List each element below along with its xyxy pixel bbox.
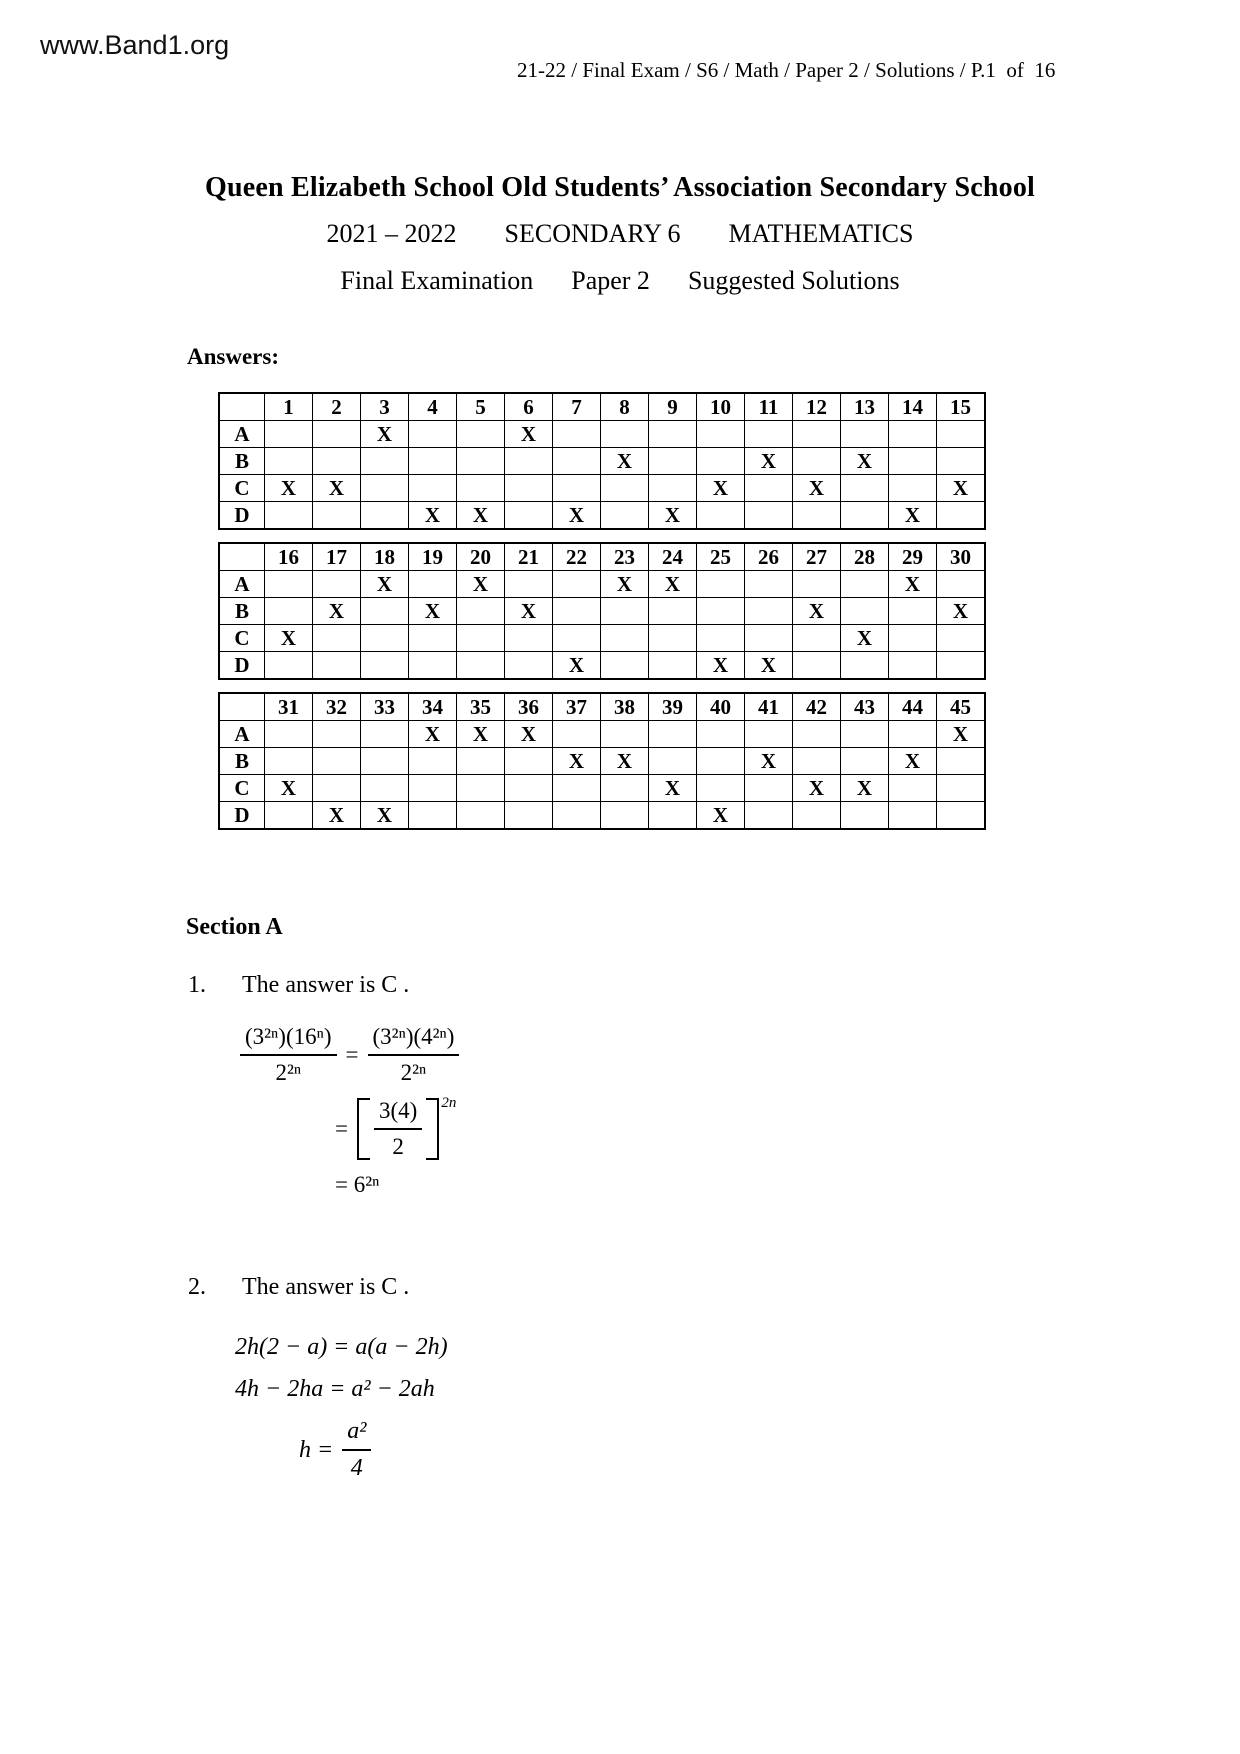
answer-cell-1-C: X [265,475,313,502]
answer-cell-40-C [697,775,745,802]
q1-rhs-numerator: (3²ⁿ)(4²ⁿ) [368,1024,460,1056]
answer-cell-37-C [553,775,601,802]
column-header-37: 37 [553,693,601,721]
answer-cell-16-D [265,652,313,680]
column-header-38: 38 [601,693,649,721]
column-header-29: 29 [889,543,937,571]
answer-cell-43-C: X [841,775,889,802]
answer-cell-8-C [601,475,649,502]
left-bracket [357,1098,370,1160]
question-1 [188,972,409,999]
row-label-3-B: B [219,748,265,775]
row-label-2-B: B [219,598,265,625]
answer-cell-41-B: X [745,748,793,775]
answer-cell-26-B [745,598,793,625]
answer-cell-19-D [409,652,457,680]
answer-cell-14-A [889,421,937,448]
breadcrumb: 21-22 / Final Exam / S6 / Math / Paper 2 / Solutions / P.1 of 16 [517,58,1056,82]
column-header-18: 18 [361,543,409,571]
answer-cell-45-A: X [937,721,986,748]
answer-cell-19-B: X [409,598,457,625]
answer-cell-42-B [793,748,841,775]
q1-rhs-denominator: 2²ⁿ [400,1060,427,1085]
answer-cell-29-D [889,652,937,680]
answer-cell-21-A [505,571,553,598]
column-header-16: 16 [265,543,313,571]
answer-cell-37-B: X [553,748,601,775]
column-header-32: 32 [313,693,361,721]
answer-cell-15-D [937,502,986,530]
answer-cell-29-A: X [889,571,937,598]
answer-cell-15-B [937,448,986,475]
q2-line3-lead: h = [299,1436,334,1463]
answer-cell-18-B [361,598,409,625]
answer-cell-18-A: X [361,571,409,598]
answer-cell-18-C [361,625,409,652]
answer-cell-31-C: X [265,775,313,802]
q1-equation-line-1 [240,1024,459,1086]
answer-cell-45-D [937,802,986,830]
answer-cell-3-D [361,502,409,530]
answer-cell-20-A: X [457,571,505,598]
answer-cell-13-D [841,502,889,530]
answer-cell-11-D [745,502,793,530]
right-bracket [426,1098,439,1160]
question-1-statement: The answer is C . [242,972,410,998]
answer-cell-2-A [313,421,361,448]
q1-bracket-numerator: 3(4) [374,1098,422,1130]
answer-cell-20-D [457,652,505,680]
row-label-3-D: D [219,802,265,830]
answer-cell-36-B [505,748,553,775]
column-header-20: 20 [457,543,505,571]
answer-cell-25-B [697,598,745,625]
answer-cell-17-D [313,652,361,680]
answer-cell-44-D [889,802,937,830]
answer-cell-21-C [505,625,553,652]
answer-cell-8-A [601,421,649,448]
answer-cell-14-B [889,448,937,475]
answer-table-3 [218,692,986,830]
row-label-1-B: B [219,448,265,475]
answer-cell-5-C [457,475,505,502]
answer-cell-4-D: X [409,502,457,530]
answer-cell-25-D: X [697,652,745,680]
answer-cell-11-A [745,421,793,448]
question-2 [188,1274,409,1301]
column-header-2: 2 [313,393,361,421]
column-header-21: 21 [505,543,553,571]
row-label-3-A: A [219,721,265,748]
q1-bracket-denominator: 2 [392,1134,404,1159]
answer-cell-27-A [793,571,841,598]
answer-cell-3-A: X [361,421,409,448]
answer-cell-33-A [361,721,409,748]
column-header-23: 23 [601,543,649,571]
answer-cell-2-B [313,448,361,475]
q1-bracket-fraction [374,1098,422,1160]
answer-cell-22-A [553,571,601,598]
answer-cell-4-A [409,421,457,448]
column-header-36: 36 [505,693,553,721]
answer-cell-9-B [649,448,697,475]
answer-cell-37-D [553,802,601,830]
answer-cell-34-B [409,748,457,775]
answer-cell-10-A [697,421,745,448]
answer-cell-43-B [841,748,889,775]
answer-table-2 [218,542,986,680]
answer-cell-32-B [313,748,361,775]
answer-cell-44-A [889,721,937,748]
column-header-10: 10 [697,393,745,421]
answer-cell-21-D [505,652,553,680]
q1-rhs-fraction [368,1024,460,1086]
answer-cell-16-B [265,598,313,625]
column-header-30: 30 [937,543,986,571]
corner-cell [219,393,265,421]
answer-cell-19-A [409,571,457,598]
answer-cell-4-C [409,475,457,502]
q1-bracket-exponent: 2n [441,1095,457,1111]
column-header-35: 35 [457,693,505,721]
column-header-41: 41 [745,693,793,721]
question-2-statement: The answer is C . [242,1274,410,1300]
answer-cell-41-D [745,802,793,830]
answer-cell-24-B [649,598,697,625]
answer-cell-12-B [793,448,841,475]
q1-lhs-denominator: 2²ⁿ [275,1060,302,1085]
answer-cell-33-D: X [361,802,409,830]
answer-cell-10-D [697,502,745,530]
answer-cell-6-B [505,448,553,475]
q1-equals-1: = [345,1042,359,1067]
corner-cell [219,543,265,571]
column-header-31: 31 [265,693,313,721]
row-label-2-C: C [219,625,265,652]
answer-cell-45-B [937,748,986,775]
answer-cell-32-D: X [313,802,361,830]
answer-cell-24-D [649,652,697,680]
column-header-17: 17 [313,543,361,571]
q2-result-fraction [342,1418,371,1482]
answer-cell-17-C [313,625,361,652]
column-header-22: 22 [553,543,601,571]
answer-cell-40-A [697,721,745,748]
column-header-13: 13 [841,393,889,421]
answer-cell-5-A [457,421,505,448]
answer-cell-37-A [553,721,601,748]
answer-cell-23-B [601,598,649,625]
answer-cell-17-A [313,571,361,598]
answer-cell-44-C [889,775,937,802]
column-header-12: 12 [793,393,841,421]
answer-cell-41-C [745,775,793,802]
answer-cell-41-A [745,721,793,748]
answer-cell-5-D: X [457,502,505,530]
column-header-28: 28 [841,543,889,571]
answer-cell-6-A: X [505,421,553,448]
answer-cell-35-B [457,748,505,775]
page-title: Queen Elizabeth School Old Students’ Association Secondary School [204,172,1036,203]
column-header-5: 5 [457,393,505,421]
answer-cell-2-D [313,502,361,530]
column-header-26: 26 [745,543,793,571]
answer-cell-36-C [505,775,553,802]
answer-cell-8-D [601,502,649,530]
q1-lhs-numerator: (3²ⁿ)(16ⁿ) [240,1024,337,1056]
answer-cell-17-B: X [313,598,361,625]
answer-cell-13-A [841,421,889,448]
question-2-working [235,1334,448,1482]
answer-cell-25-C [697,625,745,652]
row-label-2-D: D [219,652,265,680]
answer-cell-7-C [553,475,601,502]
answer-cell-29-C [889,625,937,652]
answer-cell-35-D [457,802,505,830]
answer-cell-45-C [937,775,986,802]
q2-equation-line-3 [299,1418,371,1482]
q2-result-numerator: a² [342,1418,371,1451]
column-header-9: 9 [649,393,697,421]
answer-cell-22-D: X [553,652,601,680]
answer-cell-26-C [745,625,793,652]
answer-cell-27-D [793,652,841,680]
question-2-number: 2. [188,1274,206,1300]
q2-equation-line-1: 2h(2 − a) = a(a − 2h) [235,1334,448,1360]
title-level: SECONDARY 6 [504,219,681,248]
answer-tables [218,392,986,842]
answer-cell-10-B [697,448,745,475]
title-exam: Final Examination [340,266,534,295]
answer-cell-22-C [553,625,601,652]
answer-cell-28-B [841,598,889,625]
answer-cell-25-A [697,571,745,598]
answer-cell-7-D: X [553,502,601,530]
answer-cell-42-C: X [793,775,841,802]
answer-cell-12-A [793,421,841,448]
q2-result-denominator: 4 [350,1455,363,1481]
answer-cell-9-C [649,475,697,502]
answer-cell-6-D [505,502,553,530]
title-years: 2021 – 2022 [326,219,457,248]
answer-cell-5-B [457,448,505,475]
answer-cell-20-B [457,598,505,625]
answer-cell-18-D [361,652,409,680]
title-subline-1 [0,219,1240,249]
answer-cell-22-B [553,598,601,625]
answer-cell-32-A [313,721,361,748]
answer-cell-36-A: X [505,721,553,748]
column-header-43: 43 [841,693,889,721]
column-header-8: 8 [601,393,649,421]
answer-cell-24-A: X [649,571,697,598]
title-paper: Paper 2 [571,266,650,295]
answer-cell-3-C [361,475,409,502]
row-label-1-C: C [219,475,265,502]
answer-cell-13-C [841,475,889,502]
answer-cell-39-B [649,748,697,775]
answer-cell-38-B: X [601,748,649,775]
answers-heading: Answers: [187,344,279,369]
answer-cell-24-C [649,625,697,652]
column-header-25: 25 [697,543,745,571]
q1-bracketed-fraction [357,1095,457,1160]
answer-cell-23-D [601,652,649,680]
answer-cell-35-C [457,775,505,802]
answer-cell-27-C [793,625,841,652]
answer-cell-29-B [889,598,937,625]
title-solutions: Suggested Solutions [687,266,900,295]
q1-equation-line-3: = 6²ⁿ [335,1172,380,1197]
column-header-39: 39 [649,693,697,721]
answer-cell-30-D [937,652,986,680]
answer-cell-1-D [265,502,313,530]
column-header-4: 4 [409,393,457,421]
answer-cell-13-B: X [841,448,889,475]
answer-table-1 [218,392,986,530]
q1-equation-line-2 [335,1095,457,1160]
answer-cell-14-D: X [889,502,937,530]
answer-cell-38-C [601,775,649,802]
answer-cell-11-C [745,475,793,502]
answer-cell-16-A [265,571,313,598]
answer-cell-39-D [649,802,697,830]
column-header-42: 42 [793,693,841,721]
answer-cell-34-C [409,775,457,802]
q2-equation-line-2: 4h − 2ha = a² − 2ah [235,1376,435,1402]
answer-cell-23-A: X [601,571,649,598]
answer-cell-28-A [841,571,889,598]
column-header-7: 7 [553,393,601,421]
answer-cell-12-C: X [793,475,841,502]
answer-cell-34-A: X [409,721,457,748]
section-a-heading: Section A [186,914,283,940]
row-label-1-D: D [219,502,265,530]
q1-lhs-fraction [240,1024,337,1086]
answer-cell-1-B [265,448,313,475]
answer-cell-40-D: X [697,802,745,830]
answer-cell-21-B: X [505,598,553,625]
answer-cell-40-B [697,748,745,775]
q1-equals-2: = [335,1116,348,1141]
column-header-3: 3 [361,393,409,421]
answer-cell-26-A [745,571,793,598]
answer-cell-43-D [841,802,889,830]
title-subline-2 [0,266,1240,296]
answer-cell-19-C [409,625,457,652]
answer-cell-14-C [889,475,937,502]
answer-cell-39-C: X [649,775,697,802]
answer-cell-33-B [361,748,409,775]
answer-cell-26-D: X [745,652,793,680]
answer-cell-12-D [793,502,841,530]
answer-cell-43-A [841,721,889,748]
column-header-33: 33 [361,693,409,721]
answer-cell-31-B [265,748,313,775]
column-header-19: 19 [409,543,457,571]
answer-cell-20-C [457,625,505,652]
answer-cell-10-C: X [697,475,745,502]
answer-cell-34-D [409,802,457,830]
question-1-number: 1. [188,972,206,998]
answer-cell-7-A [553,421,601,448]
answer-cell-42-A [793,721,841,748]
answer-cell-3-B [361,448,409,475]
answer-cell-7-B [553,448,601,475]
answer-cell-38-A [601,721,649,748]
column-header-24: 24 [649,543,697,571]
answer-cell-9-D: X [649,502,697,530]
corner-cell [219,693,265,721]
row-label-3-C: C [219,775,265,802]
title-subject: MATHEMATICS [728,219,914,248]
column-header-6: 6 [505,393,553,421]
answer-cell-8-B: X [601,448,649,475]
column-header-45: 45 [937,693,986,721]
answer-cell-38-D [601,802,649,830]
column-header-34: 34 [409,693,457,721]
answer-cell-32-C [313,775,361,802]
answer-cell-1-A [265,421,313,448]
answer-cell-28-C: X [841,625,889,652]
column-header-11: 11 [745,393,793,421]
answer-cell-27-B: X [793,598,841,625]
answer-cell-9-A [649,421,697,448]
answer-cell-15-C: X [937,475,986,502]
column-header-14: 14 [889,393,937,421]
answer-cell-31-A [265,721,313,748]
question-1-working [240,1024,459,1198]
answer-cell-42-D [793,802,841,830]
answer-cell-36-D [505,802,553,830]
answer-cell-30-C [937,625,986,652]
answer-cell-35-A: X [457,721,505,748]
column-header-1: 1 [265,393,313,421]
answer-cell-2-C: X [313,475,361,502]
answer-cell-39-A [649,721,697,748]
answer-cell-33-C [361,775,409,802]
answer-cell-6-C [505,475,553,502]
answer-cell-11-B: X [745,448,793,475]
column-header-27: 27 [793,543,841,571]
answer-cell-31-D [265,802,313,830]
answer-cell-15-A [937,421,986,448]
row-label-2-A: A [219,571,265,598]
answer-cell-30-B: X [937,598,986,625]
column-header-40: 40 [697,693,745,721]
column-header-44: 44 [889,693,937,721]
answer-cell-23-C [601,625,649,652]
row-label-1-A: A [219,421,265,448]
answer-cell-30-A [937,571,986,598]
column-header-15: 15 [937,393,986,421]
site-watermark: www.Band1.org [40,30,230,60]
answer-cell-28-D [841,652,889,680]
answer-cell-44-B: X [889,748,937,775]
answer-cell-4-B [409,448,457,475]
answer-cell-16-C: X [265,625,313,652]
